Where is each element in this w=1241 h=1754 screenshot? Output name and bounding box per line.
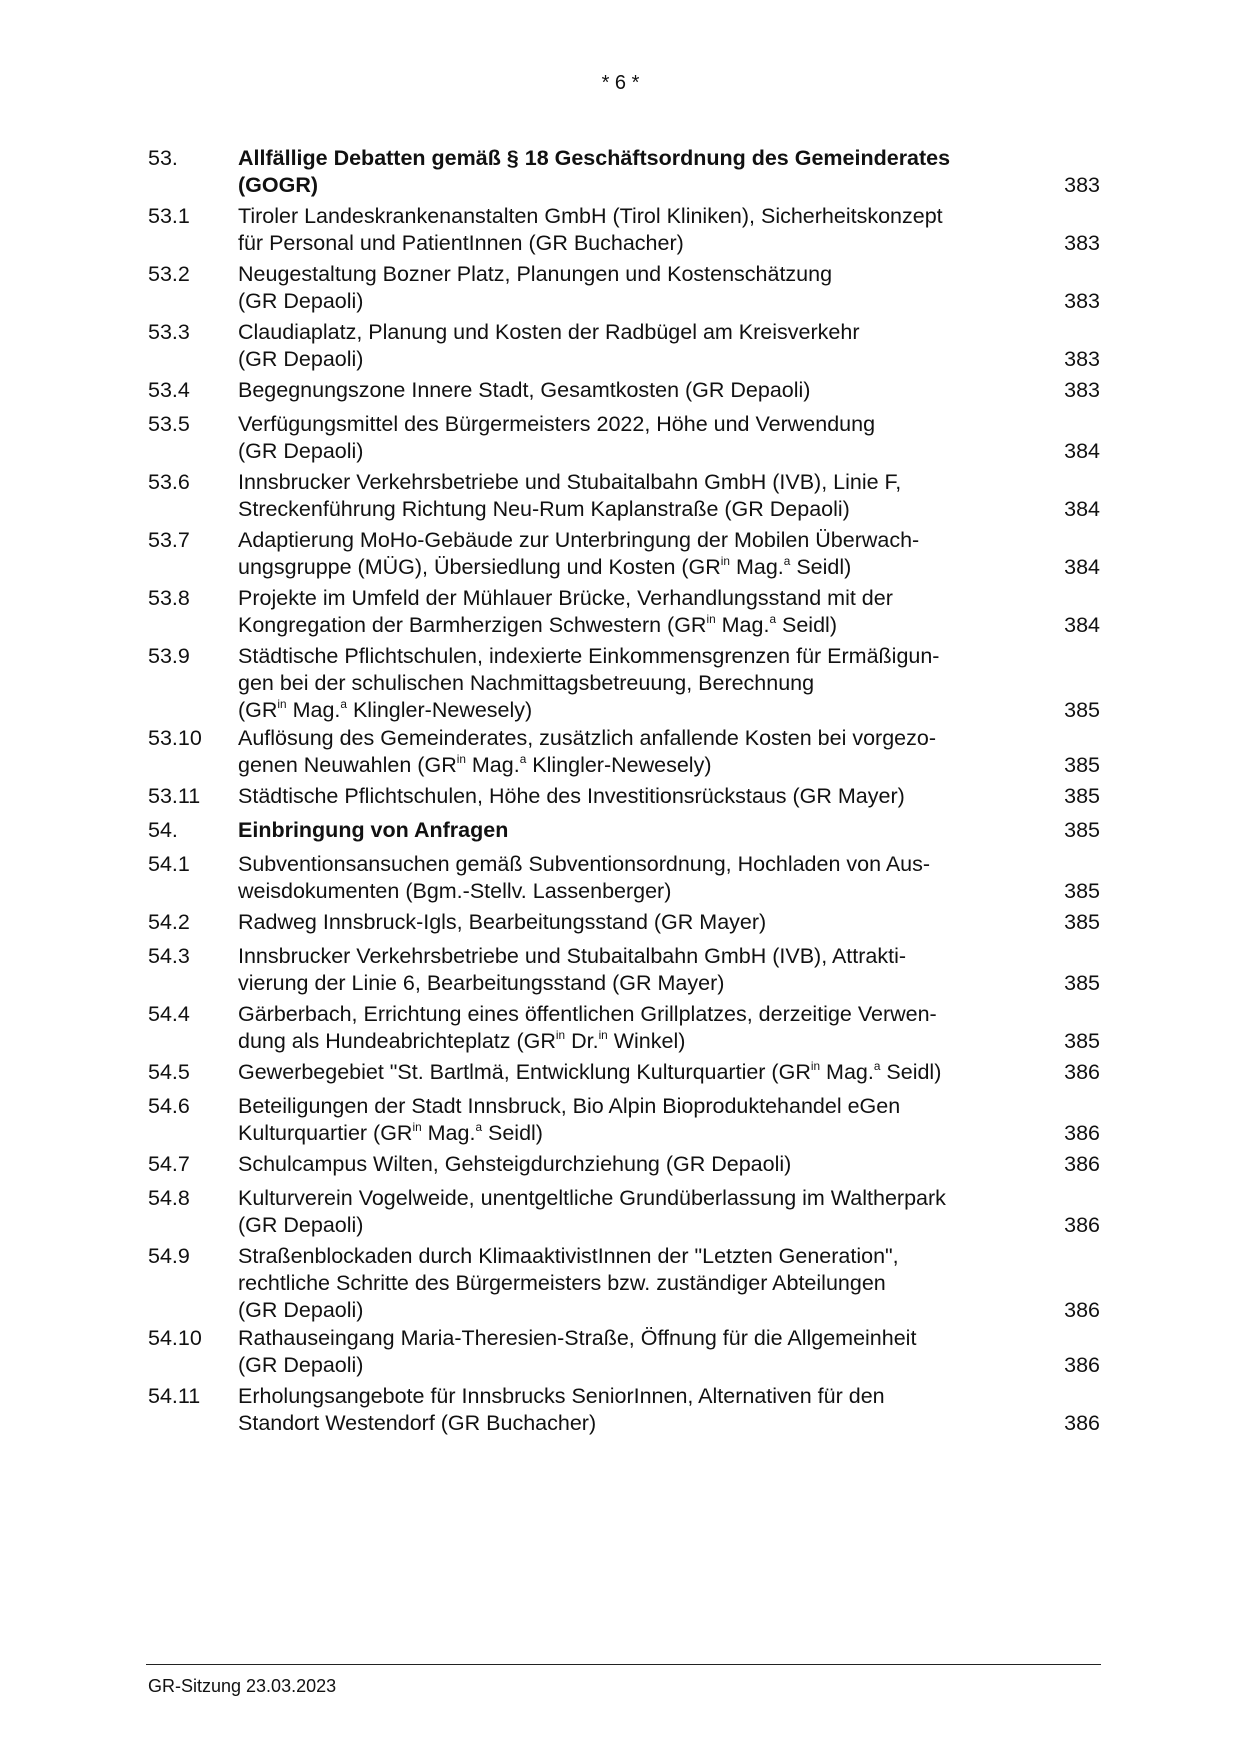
toc-entry-page: 384: [1064, 555, 1100, 579]
toc-entry-title-line: [238, 230, 1028, 257]
text-segment: Allfällige Debatten gemäß § 18 Geschäftsordnung des Gemeinderates: [238, 146, 951, 170]
superscript: a: [769, 612, 777, 627]
toc-entry-page: 386: [1064, 1353, 1100, 1377]
toc-entry-title-line: [238, 377, 1028, 404]
text-segment: Mag.: [465, 753, 520, 777]
toc-entry-title-line: [238, 261, 1028, 288]
toc-entry-title: [238, 817, 1028, 844]
toc-entry-page: 385: [1064, 698, 1100, 722]
toc-entry-number: 53.9: [148, 644, 190, 668]
toc-entry-title: [238, 1243, 1028, 1324]
text-segment: Mag.: [421, 1121, 476, 1145]
text-segment: weisdokumenten (Bgm.-Stellv. Lassenberger): [238, 879, 672, 903]
toc-entry-number: 53.7: [148, 528, 190, 552]
toc-entry-title: [238, 377, 1028, 404]
toc-entry-title-line: [238, 554, 1028, 581]
toc-entry-title: [238, 145, 1028, 199]
toc-entry-page: 384: [1064, 439, 1100, 463]
text-segment: Winkel): [607, 1029, 686, 1053]
text-segment: Klingler-Newesely): [526, 753, 712, 777]
toc-entry-title-line: [238, 670, 1028, 697]
toc-entry: [148, 1185, 1100, 1239]
toc-entry-title-line: [238, 725, 1028, 752]
toc-entry-page: 383: [1064, 173, 1100, 197]
text-segment: dung als Hundeabrichteplatz (GR: [238, 1029, 556, 1053]
toc-entry-number: 53.3: [148, 320, 190, 344]
toc-entry-title-line: [238, 288, 1028, 315]
toc-entry-number: 54.1: [148, 852, 190, 876]
text-segment: Seidl): [776, 613, 837, 637]
text-segment: Seidl): [482, 1121, 543, 1145]
toc-entry: [148, 1243, 1100, 1324]
text-segment: Mag.: [820, 1060, 874, 1084]
toc-entry-title: [238, 203, 1028, 257]
text-segment: Klingler-Newesely): [346, 698, 533, 722]
text-segment: Standort Westendorf (GR Buchacher): [238, 1411, 597, 1435]
toc-entry-page: 384: [1064, 613, 1100, 637]
toc-entry-page: 383: [1064, 289, 1100, 313]
text-segment: Gärberbach, Errichtung eines öffentlichen Grillplatzes, derzeitige Verwen-: [238, 1002, 937, 1026]
superscript: in: [706, 612, 716, 627]
text-segment: Erholungsangebote für Innsbrucks SeniorInnen, Alternativen für den: [238, 1384, 885, 1408]
toc-entry-title: [238, 1185, 1028, 1239]
text-segment: Projekte im Umfeld der Mühlauer Brücke, Verhandlungsstand mit der: [238, 586, 893, 610]
text-segment: Verfügungsmittel des Bürgermeisters 2022, Höhe und Verwendung: [238, 412, 876, 436]
toc-entry-title-line: [238, 943, 1028, 970]
toc-entry-title: [238, 909, 1028, 936]
text-segment: Subventionsansuchen gemäß Subventionsordnung, Hochladen von Aus-: [238, 852, 931, 876]
toc-entry-title: [238, 643, 1028, 724]
toc-entry: [148, 469, 1100, 523]
toc-entry-page: 385: [1064, 1029, 1100, 1053]
toc-entry-title: [238, 851, 1028, 905]
toc-entry-page: 386: [1064, 1298, 1100, 1322]
toc-entry-title: [238, 725, 1028, 779]
text-segment: genen Neuwahlen (GR: [238, 753, 457, 777]
toc-entry-title-line: [238, 1270, 1028, 1297]
text-segment: (GR: [238, 698, 278, 722]
toc-entry-title-line: [238, 1352, 1028, 1379]
text-segment: rechtliche Schritte des Bürgermeisters bzw. zuständiger Abteilungen: [238, 1271, 886, 1295]
text-segment: Streckenführung Richtung Neu-Rum Kaplanstraße (GR Depaoli): [238, 497, 850, 521]
toc-entry: [148, 527, 1100, 581]
text-segment: (GR Depaoli): [238, 1298, 364, 1322]
text-segment: Mag.: [286, 698, 341, 722]
toc-entry: [148, 585, 1100, 639]
text-segment: Mag.: [715, 613, 770, 637]
toc-entry-title: [238, 1383, 1028, 1437]
toc-entry: [148, 1151, 1100, 1178]
toc-entry-page: 386: [1064, 1152, 1100, 1176]
toc-entry-title: [238, 1093, 1028, 1147]
text-segment: Gewerbegebiet "St. Bartlmä, Entwicklung Kulturquartier (GR: [238, 1060, 811, 1084]
toc-entry: [148, 909, 1100, 936]
toc-entry-number: 54.9: [148, 1244, 190, 1268]
toc-entry-title-line: [238, 817, 1028, 844]
toc-entry-number: 53.1: [148, 204, 190, 228]
toc-entry-title-line: [238, 469, 1028, 496]
toc-entry-title-line: [238, 1410, 1028, 1437]
text-segment: Rathauseingang Maria-Theresien-Straße, Öffnung für die Allgemeinheit: [238, 1326, 917, 1350]
superscript: in: [456, 752, 466, 767]
toc-entry-title-line: [238, 970, 1028, 997]
text-segment: Radweg Innsbruck-Igls, Bearbeitungsstand (GR Mayer): [238, 910, 767, 934]
text-segment: Dr.: [565, 1029, 599, 1053]
toc-entry-number: 54.5: [148, 1060, 190, 1084]
text-segment: Schulcampus Wilten, Gehsteigdurchziehung (GR Depaoli): [238, 1152, 792, 1176]
toc-entry-title: [238, 1059, 1028, 1086]
superscript: a: [519, 752, 527, 767]
footer-session-date: GR-Sitzung 23.03.2023: [148, 1676, 337, 1696]
toc-entry: [148, 943, 1100, 997]
superscript: in: [555, 1028, 566, 1043]
toc-entry-title-line: [238, 346, 1028, 373]
toc-entry-number: 54.7: [148, 1152, 190, 1176]
toc-entry-title: [238, 1325, 1028, 1379]
toc-entry-title-line: [238, 909, 1028, 936]
toc-entry-title: [238, 261, 1028, 315]
text-segment: Innsbrucker Verkehrsbetriebe und Stubaitalbahn GmbH (IVB), Linie F,: [238, 470, 902, 494]
text-segment: (GR Depaoli): [238, 289, 364, 313]
toc-entry: [148, 319, 1100, 373]
superscript: a: [873, 1059, 881, 1074]
toc-entry-page: 385: [1064, 784, 1100, 808]
text-segment: Auflösung des Gemeinderates, zusätzlich anfallende Kosten bei vorgezo-: [238, 726, 936, 750]
toc-entry-page: 383: [1064, 378, 1100, 402]
superscript: a: [475, 1120, 483, 1135]
text-segment: Adaptierung MoHo-Gebäude zur Unterbringung der Mobilen Überwach-: [238, 528, 920, 552]
toc-entry-title-line: [238, 752, 1028, 779]
toc-entry-number: 54.6: [148, 1094, 190, 1118]
toc-entry-title: [238, 943, 1028, 997]
toc-entry-page: 383: [1064, 231, 1100, 255]
text-segment: Straßenblockaden durch KlimaaktivistInnen der "Letzten Generation",: [238, 1244, 899, 1268]
toc-entry-title: [238, 1151, 1028, 1178]
toc-entry-title-line: [238, 783, 1028, 810]
toc-entry-title: [238, 585, 1028, 639]
toc-entry-page: 385: [1064, 910, 1100, 934]
toc-entry: [148, 643, 1100, 724]
toc-entry-number: 53.2: [148, 262, 190, 286]
text-segment: (GOGR): [238, 173, 319, 197]
text-segment: (GR Depaoli): [238, 1213, 364, 1237]
toc-entry-title: [238, 469, 1028, 523]
text-segment: gen bei der schulischen Nachmittagsbetreuung, Berechnung: [238, 671, 815, 695]
toc-entry-title-line: [238, 585, 1028, 612]
superscript: in: [720, 554, 730, 569]
toc-entry-number: 53.4: [148, 378, 190, 402]
toc-entry-number: 54.: [148, 818, 178, 842]
text-segment: Tiroler Landeskrankenanstalten GmbH (Tirol Kliniken), Sicherheitskonzept: [238, 204, 943, 228]
toc-entry-title-line: [238, 1120, 1028, 1147]
text-segment: Kulturverein Vogelweide, unentgeltliche Grundüberlassung im Waltherpark: [238, 1186, 946, 1210]
toc-entry-title-line: [238, 1325, 1028, 1352]
text-segment: Mag.: [730, 555, 784, 579]
toc-entry: [148, 851, 1100, 905]
toc-entry: [148, 145, 1100, 199]
toc-entry-number: 54.2: [148, 910, 190, 934]
toc-entry-page: 385: [1064, 879, 1100, 903]
toc-entry-title-line: [238, 643, 1028, 670]
text-segment: Städtische Pflichtschulen, indexierte Einkommensgrenzen für Ermäßigun-: [238, 644, 940, 668]
text-segment: für Personal und PatientInnen (GR Buchacher): [238, 231, 684, 255]
toc-entry-page: 383: [1064, 347, 1100, 371]
text-segment: Einbringung von Anfragen: [238, 818, 509, 842]
toc-entry-title-line: [238, 527, 1028, 554]
toc-entry-title: [238, 1001, 1028, 1055]
toc-entry-page: 386: [1064, 1411, 1100, 1435]
toc-entry-title-line: [238, 1151, 1028, 1178]
toc-entry-number: 53.: [148, 146, 178, 170]
toc-entry-title: [238, 527, 1028, 581]
toc-entry-number: 53.11: [148, 784, 201, 808]
toc-entry-title-line: [238, 697, 1028, 724]
text-segment: Seidl): [790, 555, 852, 579]
toc-entry: [148, 1093, 1100, 1147]
toc-entry-title-line: [238, 496, 1028, 523]
text-segment: Städtische Pflichtschulen, Höhe des Investitionsrückstaus (GR Mayer): [238, 784, 905, 808]
superscript: in: [810, 1059, 821, 1074]
toc-entry-page: 384: [1064, 497, 1100, 521]
toc-entry-title-line: [238, 878, 1028, 905]
text-segment: vierung der Linie 6, Bearbeitungsstand (GR Mayer): [238, 971, 725, 995]
text-segment: Beteiligungen der Stadt Innsbruck, Bio Alpin Bioproduktehandel eGen: [238, 1094, 901, 1118]
toc-entry: [148, 1325, 1100, 1379]
toc-entry-title-line: [238, 1297, 1028, 1324]
text-segment: (GR Depaoli): [238, 439, 364, 463]
toc-entry-title-line: [238, 612, 1028, 639]
toc-entry-number: 53.10: [148, 726, 202, 750]
toc-entry-number: 53.8: [148, 586, 190, 610]
toc-entry-title-line: [238, 1093, 1028, 1120]
toc-entry-title-line: [238, 851, 1028, 878]
text-segment: (GR Depaoli): [238, 1353, 364, 1377]
text-segment: Seidl): [880, 1060, 942, 1084]
toc-entry-title: [238, 411, 1028, 465]
toc-entry-title-line: [238, 1028, 1028, 1055]
toc-entry-title-line: [238, 1185, 1028, 1212]
text-segment: Innsbrucker Verkehrsbetriebe und Stubaitalbahn GmbH (IVB), Attrakti-: [238, 944, 907, 968]
toc-entry: [148, 725, 1100, 779]
page-number: * 6 *: [601, 72, 640, 94]
toc-entry: [148, 1383, 1100, 1437]
toc-entry-title-line: [238, 172, 1028, 199]
toc-entry-number: 54.8: [148, 1186, 190, 1210]
toc-entry-title-line: [238, 145, 1028, 172]
text-segment: ungsgruppe (MÜG), Übersiedlung und Kosten (GR: [238, 555, 721, 579]
footer-divider: [146, 1664, 1101, 1665]
toc-entry-title: [238, 783, 1028, 810]
toc-entry-page: 386: [1064, 1213, 1100, 1237]
toc-entry-title-line: [238, 1001, 1028, 1028]
toc-entry-number: 54.4: [148, 1002, 190, 1026]
toc-entry-title: [238, 319, 1028, 373]
toc-entry-title-line: [238, 203, 1028, 230]
superscript: in: [277, 697, 287, 712]
superscript: in: [412, 1120, 422, 1135]
text-segment: (GR Depaoli): [238, 347, 364, 371]
toc-entry: [148, 411, 1100, 465]
toc-entry-title-line: [238, 438, 1028, 465]
text-segment: Claudiaplatz, Planung und Kosten der Radbügel am Kreisverkehr: [238, 320, 860, 344]
toc-entry-page: 386: [1064, 1060, 1100, 1084]
toc-entry-number: 54.10: [148, 1326, 202, 1350]
superscript: in: [598, 1028, 608, 1043]
toc-entry-page: 386: [1064, 1121, 1100, 1145]
text-segment: Kongregation der Barmherzigen Schwestern (GR: [238, 613, 707, 637]
superscript: a: [340, 697, 347, 712]
toc-entry: [148, 817, 1100, 844]
toc-entry: [148, 1059, 1100, 1086]
toc-entry: [148, 377, 1100, 404]
toc-entry-number: 54.3: [148, 944, 190, 968]
toc-entry-title-line: [238, 319, 1028, 346]
toc-entry: [148, 261, 1100, 315]
text-segment: Kulturquartier (GR: [238, 1121, 413, 1145]
toc-entry-title-line: [238, 1383, 1028, 1410]
text-segment: Begegnungszone Innere Stadt, Gesamtkosten (GR Depaoli): [238, 378, 811, 402]
toc-entry: [148, 1001, 1100, 1055]
toc-entry-title-line: [238, 1212, 1028, 1239]
toc-entry-page: 385: [1064, 818, 1100, 842]
superscript: a: [783, 554, 791, 569]
toc-entry-title-line: [238, 1243, 1028, 1270]
toc-entry-title-line: [238, 1059, 1028, 1086]
toc-entry-number: 53.5: [148, 412, 190, 436]
toc-entry: [148, 203, 1100, 257]
toc-entry-page: 385: [1064, 971, 1100, 995]
toc-entry: [148, 783, 1100, 810]
toc-entry-page: 385: [1064, 753, 1100, 777]
toc-entry-number: 53.6: [148, 470, 190, 494]
toc-entry-number: 54.11: [148, 1384, 201, 1408]
toc-entry-title-line: [238, 411, 1028, 438]
text-segment: Neugestaltung Bozner Platz, Planungen und Kostenschätzung: [238, 262, 833, 286]
